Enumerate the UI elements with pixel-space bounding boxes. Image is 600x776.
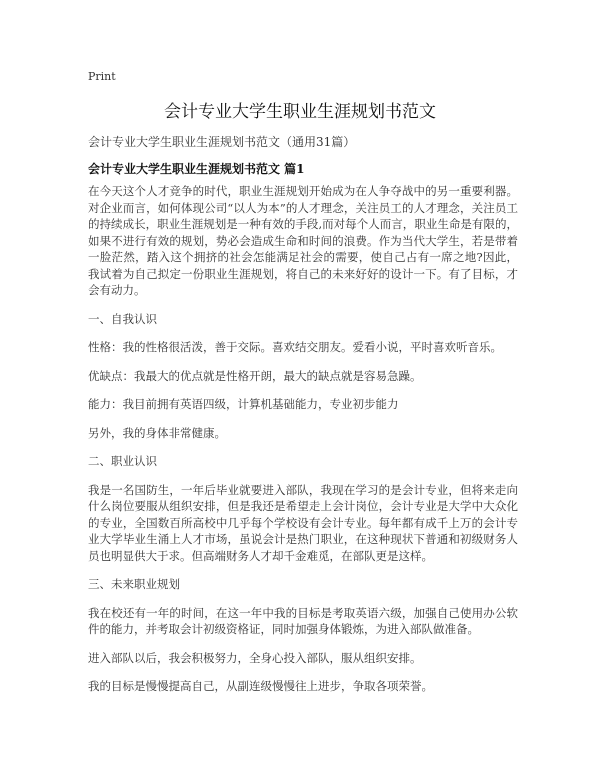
print-label[interactable]: Print	[88, 70, 116, 83]
paragraph-army-plan: 进入部队以后，我会积极努力，全身心投入部队，服从组织安排。	[88, 650, 422, 665]
page-title: 会计专业大学生职业生涯规划书范文	[164, 102, 436, 122]
intro-paragraph: 在今天这个人才竞争的时代，职业生涯规划开始成为在人争夺战中的另一重要利器。对企业而言，如何体现公司“以人为本”的人才理念，关注员工的人才理念，关注员工的持续成长，职业生涯规划是一种有效的手段,而对每个人而言，职业生命是有限的，如果不进行有效的规划，势必会造成生命和时间的浪费。作为当代大学生，若是带着一脸茫然，踏入这个拥挤的社会怎能满足社会的需要，使自己占有一席之地?因此，我试着为自己拟定一份职业生涯规划，将自己的未来好好的设计一下。有了目标，才会有动力。	[88, 184, 518, 297]
paragraph-goal: 我的目标是慢慢提高自己，从副连级慢慢往上进步，争取各项荣誉。	[88, 679, 433, 693]
paragraph-personality: 性格：我的性格很活泼，善于交际。喜欢结交朋友。爱看小说，平时喜欢听音乐。	[88, 340, 502, 354]
paragraph-career: 我是一名国防生，一年后毕业就要进入部队，我现在学习的是会计专业，但将来走向什么岗位要服从组织安排，但是我还是希望走上会计岗位，会计专业是大学中大众化的专业，全国数百所高校中几乎每个学校设有会计专业。每年都有成千上万的会计专业大学毕业生涌上人才市场，虽说会计是热门职业，在这种现状下普通和初级财务人员也明显供大于求。但高端财务人才却千金难觅，在部队更是这样。	[88, 482, 518, 563]
heading-self-knowledge: 一、自我认识	[88, 311, 157, 326]
document-body	[88, 183, 518, 707]
document-subtitle: 会计专业大学生职业生涯规划书范文（通用31篇）	[88, 135, 356, 149]
paragraph-ability: 能力：我目前拥有英语四级，计算机基础能力，专业初步能力	[88, 397, 399, 411]
paragraph-health: 另外，我的身体非常健康。	[88, 425, 226, 440]
section-title: 会计专业大学生职业生涯规划书范文 篇1	[88, 162, 305, 176]
heading-career-knowledge: 二、职业认识	[88, 454, 157, 468]
heading-future-plan: 三、未来职业规划	[88, 577, 180, 591]
paragraph-school-plan: 我在校还有一年的时间，在这一年中我的目标是考取英语六级，加强自己使用办公软件的能力，并考取会计初级资格证，同时加强身体锻炼，为进入部队做准备。	[88, 605, 518, 636]
paragraph-strengths: 优缺点：我最大的优点就是性格开朗，最大的缺点就是容易急躁。	[88, 368, 422, 383]
